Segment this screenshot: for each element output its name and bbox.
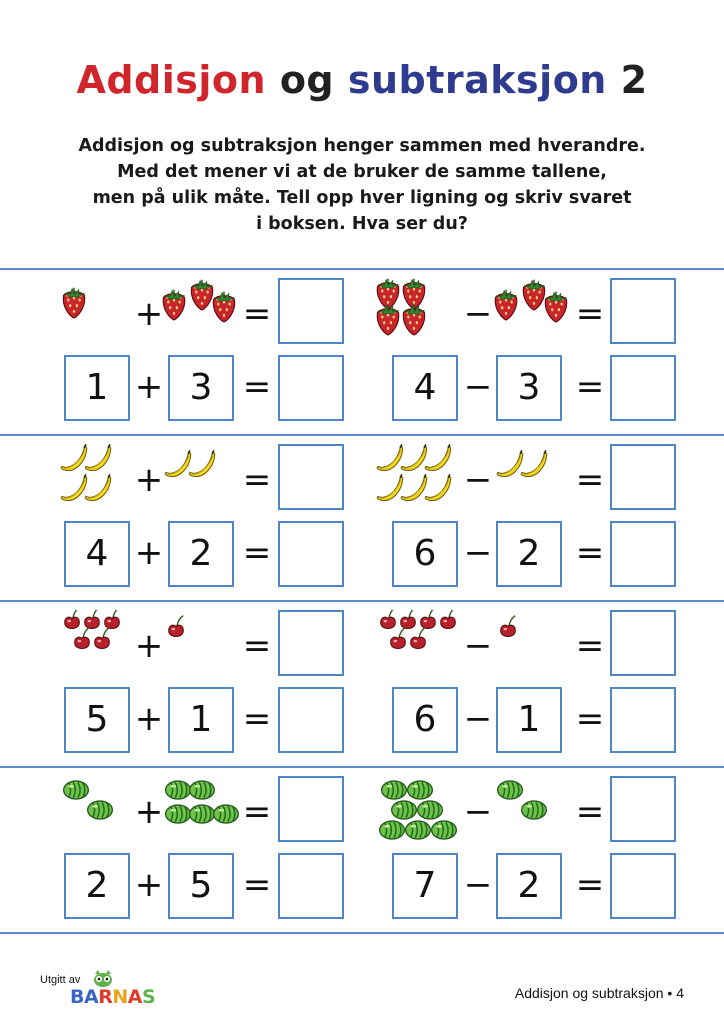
answer-box[interactable] bbox=[278, 444, 344, 510]
plus-sign: + bbox=[134, 367, 164, 407]
cherry-icon bbox=[65, 610, 80, 629]
cherry-group bbox=[494, 610, 574, 682]
minus-sign: − bbox=[463, 626, 493, 666]
plus-sign: + bbox=[134, 294, 164, 334]
intro-line: i boksen. Hva ser du? bbox=[256, 214, 468, 234]
banana-icon bbox=[189, 450, 215, 476]
number-box: 2 bbox=[168, 521, 234, 587]
cherry-group bbox=[376, 610, 472, 682]
watermelon-icon bbox=[418, 801, 443, 819]
brand-letter: N bbox=[112, 986, 128, 1008]
number-box: 6 bbox=[392, 687, 458, 753]
answer-box[interactable] bbox=[610, 355, 676, 421]
intro-text bbox=[40, 133, 684, 237]
equals-sign: = bbox=[242, 367, 272, 407]
banana-icon bbox=[401, 444, 427, 470]
equals-sign: = bbox=[242, 626, 272, 666]
cherry-icon bbox=[95, 628, 110, 649]
number-box: 6 bbox=[392, 521, 458, 587]
number-box: 1 bbox=[496, 687, 562, 753]
banana-icon bbox=[85, 474, 111, 500]
minus-sign: − bbox=[463, 865, 493, 905]
strawberry-group bbox=[494, 278, 574, 350]
banana-group bbox=[376, 444, 472, 516]
number-box: 4 bbox=[392, 355, 458, 421]
equals-sign: = bbox=[575, 460, 605, 500]
cherry-icon bbox=[441, 610, 456, 629]
number-box: 5 bbox=[64, 687, 130, 753]
equals-sign: = bbox=[242, 533, 272, 573]
number-box: 1 bbox=[168, 687, 234, 753]
section-divider bbox=[0, 600, 724, 602]
answer-box[interactable] bbox=[278, 776, 344, 842]
brand-letter: A bbox=[127, 986, 142, 1008]
section-divider bbox=[0, 932, 724, 934]
minus-sign: − bbox=[463, 533, 493, 573]
banana-icon bbox=[85, 444, 111, 470]
cherry-icon bbox=[411, 628, 426, 649]
answer-box[interactable] bbox=[610, 444, 676, 510]
answer-box[interactable] bbox=[610, 610, 676, 676]
banana-group bbox=[494, 444, 574, 516]
strawberry-icon bbox=[545, 292, 566, 322]
plus-sign: + bbox=[134, 626, 164, 666]
equals-sign: = bbox=[575, 865, 605, 905]
minus-sign: − bbox=[463, 699, 493, 739]
page-title bbox=[0, 58, 724, 102]
equals-sign: = bbox=[575, 533, 605, 573]
equals-sign: = bbox=[242, 460, 272, 500]
minus-sign: − bbox=[463, 792, 493, 832]
strawberry-icon bbox=[191, 280, 212, 310]
plus-sign: + bbox=[134, 460, 164, 500]
strawberry-group bbox=[60, 278, 140, 350]
title-word-number: 2 bbox=[620, 58, 648, 102]
answer-box[interactable] bbox=[610, 853, 676, 919]
answer-box[interactable] bbox=[610, 278, 676, 344]
answer-box[interactable] bbox=[610, 687, 676, 753]
strawberry-icon bbox=[163, 290, 184, 320]
intro-line: men på ulik måte. Tell opp hver ligning og skriv svaret bbox=[92, 188, 632, 208]
number-box: 3 bbox=[168, 355, 234, 421]
brand-letter: R bbox=[98, 986, 113, 1008]
banana-icon bbox=[497, 450, 523, 476]
equals-sign: = bbox=[575, 792, 605, 832]
watermelon-icon bbox=[522, 801, 547, 819]
number-box: 2 bbox=[496, 521, 562, 587]
banana-icon bbox=[425, 444, 451, 470]
plus-sign: + bbox=[134, 792, 164, 832]
plus-sign: + bbox=[134, 533, 164, 573]
strawberry-icon bbox=[403, 279, 424, 309]
plus-sign: + bbox=[134, 699, 164, 739]
number-box: 3 bbox=[496, 355, 562, 421]
cherry-group bbox=[60, 610, 140, 682]
banana-icon bbox=[425, 474, 451, 500]
watermelon-group bbox=[162, 776, 252, 848]
section-divider bbox=[0, 434, 724, 436]
banana-group bbox=[60, 444, 140, 516]
publisher-prefix: Utgitt av bbox=[40, 974, 81, 986]
watermelon-group bbox=[376, 776, 472, 848]
watermelon-group bbox=[494, 776, 574, 848]
cherry-icon bbox=[401, 610, 416, 629]
strawberry-icon bbox=[63, 288, 84, 318]
watermelon-icon bbox=[380, 821, 405, 839]
watermelon-icon bbox=[88, 801, 113, 819]
cherry-group bbox=[162, 610, 252, 682]
strawberry-icon bbox=[523, 280, 544, 310]
cherry-icon bbox=[105, 610, 120, 629]
page-footer-label: Addisjon og subtraksjon • 4 bbox=[514, 985, 684, 1001]
strawberry-icon bbox=[495, 290, 516, 320]
answer-box[interactable] bbox=[278, 687, 344, 753]
watermelon-group bbox=[60, 776, 140, 848]
equals-sign: = bbox=[242, 294, 272, 334]
cherry-icon bbox=[75, 628, 90, 649]
answer-box[interactable] bbox=[278, 278, 344, 344]
strawberry-group bbox=[162, 278, 252, 350]
watermelon-icon bbox=[498, 781, 523, 799]
answer-box[interactable] bbox=[610, 521, 676, 587]
brand-letter: B bbox=[70, 986, 84, 1008]
watermelon-icon bbox=[166, 805, 191, 823]
equals-sign: = bbox=[575, 294, 605, 334]
watermelon-icon bbox=[190, 781, 215, 799]
watermelon-icon bbox=[166, 781, 191, 799]
banana-icon bbox=[521, 450, 547, 476]
brand-letter: A bbox=[83, 986, 99, 1008]
equals-sign: = bbox=[242, 792, 272, 832]
section-divider bbox=[0, 766, 724, 768]
watermelon-icon bbox=[64, 781, 89, 799]
number-box: 4 bbox=[64, 521, 130, 587]
cherry-icon bbox=[501, 616, 516, 637]
answer-box[interactable] bbox=[278, 355, 344, 421]
title-word-addisjon: Addisjon bbox=[76, 58, 267, 102]
watermelon-icon bbox=[408, 781, 433, 799]
number-box: 2 bbox=[496, 853, 562, 919]
watermelon-icon bbox=[382, 781, 407, 799]
publisher-name bbox=[70, 986, 155, 1008]
banana-icon bbox=[165, 450, 191, 476]
banana-icon bbox=[377, 444, 403, 470]
banana-group bbox=[162, 444, 252, 516]
cherry-icon bbox=[381, 610, 396, 629]
equals-sign: = bbox=[575, 626, 605, 666]
answer-box[interactable] bbox=[278, 853, 344, 919]
answer-box[interactable] bbox=[278, 521, 344, 587]
cherry-icon bbox=[85, 610, 100, 629]
banana-icon bbox=[401, 474, 427, 500]
number-box: 7 bbox=[392, 853, 458, 919]
watermelon-icon bbox=[406, 821, 431, 839]
answer-box[interactable] bbox=[610, 776, 676, 842]
number-box: 5 bbox=[168, 853, 234, 919]
strawberry-icon bbox=[403, 305, 424, 335]
brand-letter: S bbox=[141, 986, 156, 1008]
answer-box[interactable] bbox=[278, 610, 344, 676]
watermelon-icon bbox=[392, 801, 417, 819]
strawberry-group bbox=[376, 278, 472, 350]
watermelon-icon bbox=[432, 821, 457, 839]
title-word-og: og bbox=[279, 58, 335, 102]
strawberry-icon bbox=[377, 305, 398, 335]
section-divider bbox=[0, 268, 724, 270]
watermelon-icon bbox=[190, 805, 215, 823]
banana-icon bbox=[377, 474, 403, 500]
equals-sign: = bbox=[242, 865, 272, 905]
banana-icon bbox=[61, 474, 87, 500]
strawberry-icon bbox=[213, 292, 234, 322]
number-box: 1 bbox=[64, 355, 130, 421]
minus-sign: − bbox=[463, 294, 493, 334]
plus-sign: + bbox=[134, 865, 164, 905]
banana-icon bbox=[61, 444, 87, 470]
intro-line: Addisjon og subtraksjon henger sammen med hverandre. bbox=[78, 136, 646, 156]
strawberry-icon bbox=[377, 279, 398, 309]
number-box: 2 bbox=[64, 853, 130, 919]
equals-sign: = bbox=[575, 367, 605, 407]
cherry-icon bbox=[391, 628, 406, 649]
intro-line: Med det mener vi at de bruker de samme tallene, bbox=[117, 162, 607, 182]
minus-sign: − bbox=[463, 367, 493, 407]
cherry-icon bbox=[169, 616, 184, 637]
watermelon-icon bbox=[214, 805, 239, 823]
title-word-subtraksjon: subtraksjon bbox=[347, 58, 607, 102]
equals-sign: = bbox=[575, 699, 605, 739]
equals-sign: = bbox=[242, 699, 272, 739]
cherry-icon bbox=[421, 610, 436, 629]
minus-sign: − bbox=[463, 460, 493, 500]
